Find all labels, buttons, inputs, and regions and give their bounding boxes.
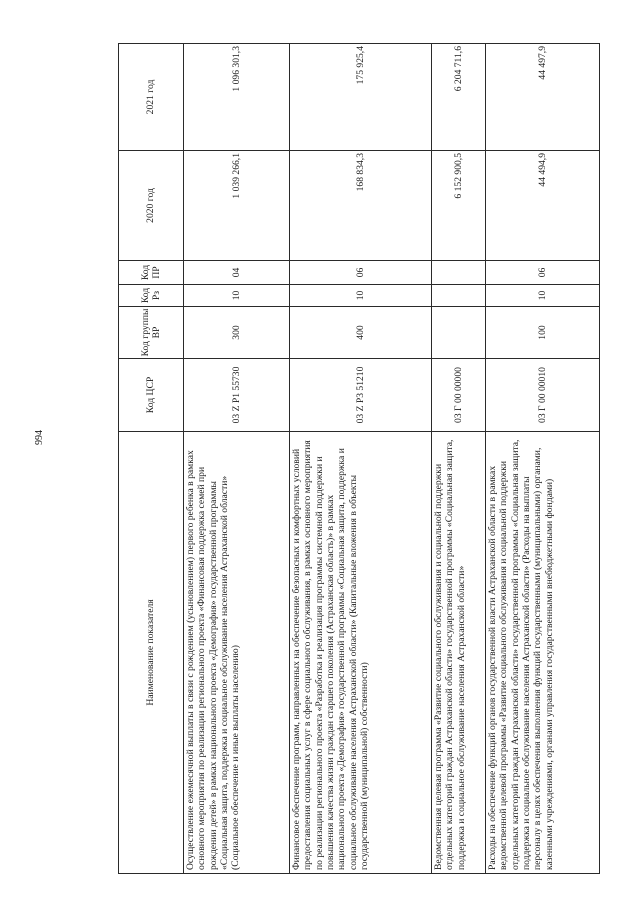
cell-csr: 03 Z P3 51210 bbox=[290, 359, 432, 432]
table-row bbox=[290, 44, 432, 874]
cell-pr bbox=[432, 261, 486, 285]
cell-2021: 6 204 711,6 bbox=[432, 44, 486, 151]
cell-csr: 03 Г 00 00010 bbox=[486, 359, 600, 432]
page-number: 994 bbox=[34, 430, 45, 445]
budget-table bbox=[118, 43, 600, 874]
cell-2020: 1 039 266,1 bbox=[184, 151, 290, 261]
table-row bbox=[184, 44, 290, 874]
header-2020: 2020 год bbox=[119, 151, 184, 261]
cell-name: Расходы на обеспечение функций органов государственной власти Астраханской области в рамках ведомственной целевой программы «Развитие социального обслуживания и социальной поддержки отдельных категорий граждан Астраханской области» государственной программы «Социальная защита, поддержка и социальное обслуживание населения Астраханской области» (Расходы на выплаты персоналу в целях обеспечения выполнения функций государственными (муниципальными) органами, казенными учреждениями, органами управления государственными внебюджетными фондами) bbox=[486, 432, 600, 874]
cell-name: Осуществление ежемесячной выплаты в связи с рождением (усыновлением) первого ребенка в рамках основного мероприятия по реализации регионального проекта «Финансовая поддержка семей при рождении детей» в рамках национального проекта «Демография» государственной программы «Социальная защита, поддержка и социальное обслуживание населения Астраханской области» (Социальное обеспечение и иные выплаты населению) bbox=[184, 432, 290, 874]
cell-group-vr bbox=[432, 307, 486, 359]
header-group-vr: Код группы ВР bbox=[119, 307, 184, 359]
cell-rz: 10 bbox=[184, 285, 290, 307]
cell-csr: 03 Г 00 00000 bbox=[432, 359, 486, 432]
table-row bbox=[432, 44, 486, 874]
cell-pr: 06 bbox=[486, 261, 600, 285]
header-rz: Код Рз bbox=[119, 285, 184, 307]
cell-rz: 10 bbox=[486, 285, 600, 307]
cell-2020: 44 494,9 bbox=[486, 151, 600, 261]
cell-rz bbox=[432, 285, 486, 307]
cell-2020: 6 152 900,5 bbox=[432, 151, 486, 261]
header-2021: 2021 год bbox=[119, 44, 184, 151]
cell-pr: 04 bbox=[184, 261, 290, 285]
cell-2021: 44 497,9 bbox=[486, 44, 600, 151]
cell-name: Ведомственная целевая программа «Развитие социального обслуживания и социальной поддержки отдельных категорий граждан Астраханской области» государственной программы «Социальная защита, поддержка и социальное обслуживание населения Астраханской области» bbox=[432, 432, 486, 874]
cell-2021: 1 096 301,3 bbox=[184, 44, 290, 151]
table-header-row bbox=[119, 44, 184, 874]
cell-group-vr: 300 bbox=[184, 307, 290, 359]
cell-2020: 168 834,3 bbox=[290, 151, 432, 261]
header-name: Наименование показателя bbox=[119, 432, 184, 874]
cell-csr: 03 Z P1 55730 bbox=[184, 359, 290, 432]
cell-pr: 06 bbox=[290, 261, 432, 285]
header-pr: Код ПР bbox=[119, 261, 184, 285]
table-row bbox=[486, 44, 600, 874]
budget-table-rotated bbox=[118, 44, 596, 874]
cell-2021: 175 925,4 bbox=[290, 44, 432, 151]
cell-name: Финансовое обеспечение программ, направленных на обеспечение безопасных и комфортных условий предоставления социальных услуг в сфере социального обслуживания, в рамках основного мероприятия по реализации регионального проекта «Разработка и реализация программы системной поддержки и повышения качества жизни граждан старшего поколения (Астраханская область)» в рамках национального проекта «Демография» государственной программы «Социальная защита, поддержка и социальное обслуживание населения Астраханской области» (Капитальные вложения в объекты государственной (муниципальной) собственности) bbox=[290, 432, 432, 874]
cell-group-vr: 100 bbox=[486, 307, 600, 359]
cell-group-vr: 400 bbox=[290, 307, 432, 359]
header-csr: Код ЦСР bbox=[119, 359, 184, 432]
cell-rz: 10 bbox=[290, 285, 432, 307]
